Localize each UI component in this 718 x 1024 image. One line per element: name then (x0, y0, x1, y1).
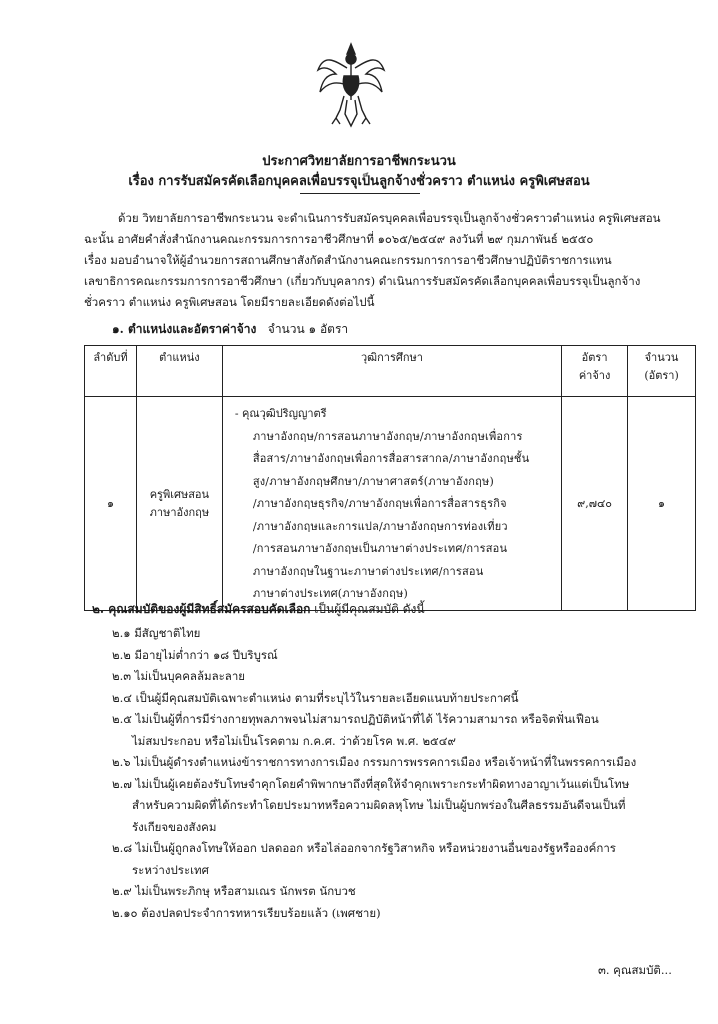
position-table (84, 345, 696, 611)
qualification-line: สูง/ภาษาอังกฤษศึกษา/ภาษาศาสตร์(ภาษาอังกฤษ) (252, 474, 494, 488)
qualification-line: ภาษาต่างประเทศ(ภาษาอังกฤษ) (252, 587, 408, 600)
intro-line-1: ด้วย วิทยาลัยการอาชีพกระนวน จะดำเนินการรับสมัครบุคคลเพื่อบรรจุเป็นลูกจ้างชั่วคราวตำแหน่ง ครูพิเศษสอน (118, 211, 661, 225)
qualification-line: สื่อสาร/ภาษาอังกฤษเพื่อการสื่อสารสากล/ภาษาอังกฤษชั้น (252, 452, 530, 465)
list-item: ๒.๑ มีสัญชาติไทย (112, 626, 201, 640)
cell-no: ๑ (85, 397, 137, 611)
qualification-line: /การสอนภาษาอังกฤษเป็นภาษาต่างประเทศ/การสอน (252, 542, 508, 555)
continuation-note: ๓. คุณสมบัติ... (598, 963, 672, 977)
list-item-continued: ไม่สมประกอบ หรือไม่เป็นโรคตาม ก.ค.ศ. ว่าด้วยโรค พ.ศ. ๒๕๔๙ (132, 733, 456, 748)
header-qualification: วุฒิการศึกษา (222, 346, 561, 397)
header-count-line1: จำนวน (644, 351, 679, 364)
header-wage (562, 346, 628, 397)
section-2-tail: เป็นผู้มีคุณสมบัติ ดังนี้ (314, 602, 425, 616)
section-2-heading (92, 600, 425, 619)
list-item: ๒.๑๐ ต้องปลดประจำการทหารเรียบร้อยแล้ว (เพศชาย) (112, 905, 381, 920)
intro-line-2: ฉะนั้น อาศัยคำสั่งสำนักงานคณะกรรมการการอาชีวศึกษาที่ ๑๐๖๕/๒๕๔๙ ลงวันที่ ๒๙ กุมภาพันธ์ ๒๕๕๐ (84, 232, 594, 246)
cell-wage: ๙,๗๔๐ (562, 397, 628, 611)
cell-qualification (222, 397, 561, 611)
list-item-continued: สำหรับความผิดที่ได้กระทำโดยประมาทหรือความผิดลหุโทษ ไม่เป็นผู้บกพร่องในศีลธรรมอันดีจนเป็นที่ (132, 798, 626, 812)
header-no: ลำดับที่ (85, 346, 137, 397)
divider (300, 193, 420, 194)
cell-position-line1: ครูพิเศษสอน (149, 488, 210, 502)
section-1-title: ๑. ตำแหน่งและอัตราค่าจ้าง (112, 322, 257, 336)
list-item-continued: รังเกียจของสังคม (132, 819, 217, 834)
intro-paragraph (84, 208, 696, 313)
cell-position (136, 397, 222, 611)
announcement-title: ประกาศวิทยาลัยการอาชีพกระนวน (262, 154, 456, 169)
list-item: ๒.๔ เป็นผู้มีคุณสมบัติเฉพาะตำแหน่ง ตามที่ระบุไว้ในรายละเอียดแนบท้ายประกาศนี้ (112, 690, 519, 705)
qualification-list (112, 623, 702, 924)
qualification-line: /ภาษาอังกฤษธุรกิจ/ภาษาอังกฤษเพื่อการสื่อสารธุรกิจ (252, 497, 507, 510)
list-item: ๒.๖ ไม่เป็นผู้ดำรงตำแหน่งข้าราชการทางการเมือง กรรมการพรรคการเมือง หรือเจ้าหน้าที่ในพรรคการเมือง (112, 755, 637, 769)
list-item-continued: ระหว่างประเทศ (132, 862, 209, 877)
table-row (85, 397, 696, 611)
list-item: ๒.๓ ไม่เป็นบุคคลล้มละลาย (112, 669, 246, 683)
header-count (628, 346, 696, 397)
section-1-count: จำนวน ๑ อัตรา (267, 322, 349, 336)
header-wage-line2: ค่าจ้าง (578, 369, 611, 382)
section-1-heading (112, 320, 348, 339)
qualification-line: /ภาษาอังกฤษและการแปล/ภาษาอังกฤษการท่องเที่ยว (252, 519, 508, 533)
table-header-row (85, 346, 696, 397)
intro-line-3: เรื่อง มอบอำนาจให้ผู้อำนวยการสถานศึกษาสังกัดสำนักงานคณะกรรมการการอาชีวศึกษาปฏิบัติราชการแทน (84, 253, 612, 267)
list-item: ๒.๙ ไม่เป็นพระภิกษุ หรือสามเณร นักพรต นักบวช (112, 884, 356, 898)
cell-position-line2: ภาษาอังกฤษ (149, 506, 210, 520)
list-item: ๒.๗ ไม่เป็นผู้เคยต้องรับโทษจำคุกโดยคำพิพากษาถึงที่สุดให้จำคุกเพราะกระทำผิดทางอาญาเว้นแต่เป็นโทษ (112, 776, 630, 791)
list-item: ๒.๒ มีอายุไม่ต่ำกว่า ๑๘ ปีบริบูรณ์ (112, 647, 278, 662)
section-2-title: ๒. คุณสมบัติของผู้มีสิทธิ์สมัครสอบคัดเลือก (92, 602, 311, 616)
qualification-line: ภาษาอังกฤษในฐานะภาษาต่างประเทศ/การสอน (252, 564, 484, 578)
intro-line-5: ชั่วคราว ตำแหน่ง ครูพิเศษสอน โดยมีรายละเอียดดังต่อไปนี้ (84, 295, 375, 309)
header-position: ตำแหน่ง (136, 346, 222, 397)
list-item: ๒.๘ ไม่เป็นผู้ถูกลงโทษให้ออก ปลดออก หรือไล่ออกจากรัฐวิสาหกิจ หรือหน่วยงานอื่นของรัฐหรือองค์การ (112, 841, 616, 855)
cell-count: ๑ (628, 397, 696, 611)
list-item: ๒.๕ ไม่เป็นผู้ที่การมีร่างกายทุพลภาพจนไม่สามารถปฏิบัติหน้าที่ได้ ไร้ความสามารถ หรือจิตฟั่นเฟือน (112, 712, 599, 726)
garuda-emblem-icon (314, 40, 388, 130)
qualification-line: ภาษาอังกฤษ/การสอนภาษาอังกฤษ/ภาษาอังกฤษเพื่อการ (252, 429, 523, 443)
header-wage-line1: อัตรา (581, 351, 608, 364)
qualification-degree: - คุณวุฒิปริญญาตรี (234, 407, 327, 420)
intro-line-4: เลขาธิการคณะกรรมการการอาชีวศึกษา (เกี่ยวกับบุคลากร) ดำเนินการรับสมัครคัดเลือกบุคคลเพื่อบรรจุเป็นลูกจ้าง (84, 274, 641, 288)
header-count-line2: (อัตรา) (644, 369, 679, 382)
announcement-subject: เรื่อง การรับสมัครคัดเลือกบุคคลเพื่อบรรจุเป็นลูกจ้างชั่วคราว ตำแหน่ง ครูพิเศษสอน (128, 174, 590, 189)
